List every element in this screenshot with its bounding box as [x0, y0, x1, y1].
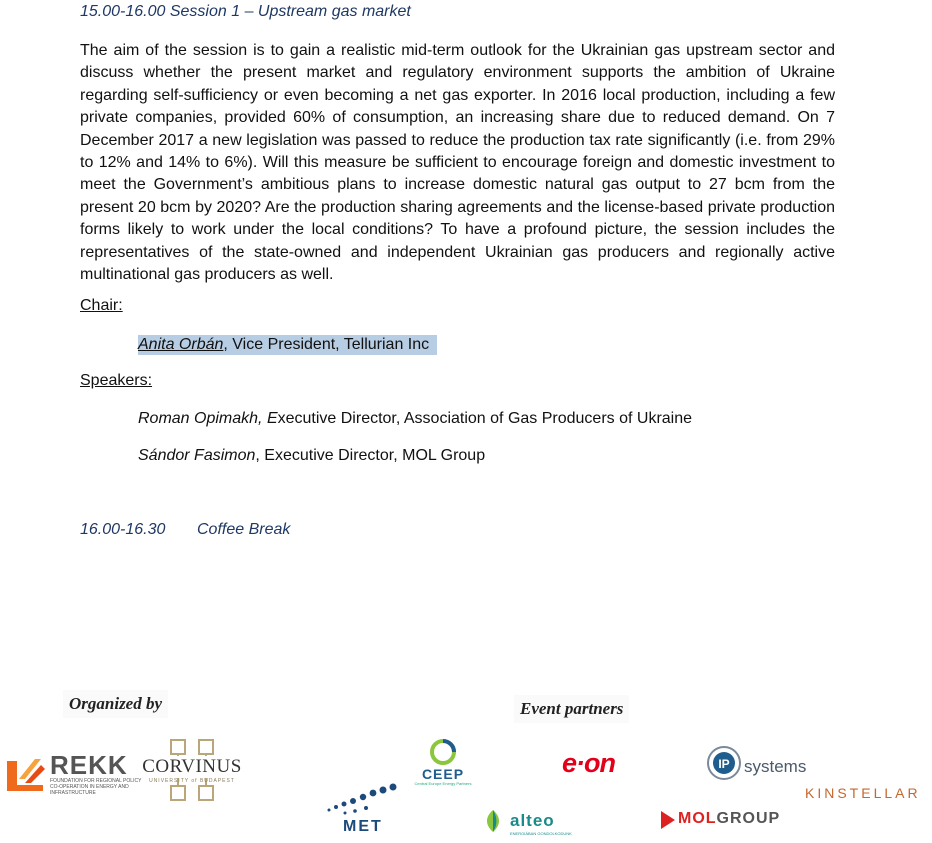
chair-role: , Vice President, Tellurian Inc [223, 336, 430, 353]
speaker-name: Roman Opimakh, E [138, 410, 278, 427]
rekk-logo [50, 752, 145, 796]
met-dots-icon [325, 783, 405, 818]
alteo-logo [480, 808, 572, 839]
speaker-entry [138, 410, 692, 428]
met-name: MET [343, 818, 383, 835]
mol-name: MOL [678, 810, 717, 827]
corvinus-name: CORVINUS [140, 756, 244, 778]
ip-systems-name: systems [744, 757, 807, 776]
ceep-logo [414, 737, 472, 786]
alteo-subtitle: ENERGIÁBAN GONDOLKODUNK [510, 831, 572, 836]
mol-group-wordmark [678, 810, 780, 828]
speaker-role: xecutive Director, Association of Gas Producers of Ukraine [277, 410, 693, 427]
ip-badge: IP [718, 757, 730, 771]
ip-globe-icon [706, 745, 742, 781]
met-logo [325, 783, 405, 835]
session-title: 15.00-16.00 Session 1 – Upstream gas market [80, 3, 411, 20]
mol-group-logo [660, 810, 781, 835]
rekk-logo-icon [5, 755, 45, 793]
ceep-name: CEEP [421, 766, 465, 782]
session-description: The aim of the session is to gain a realistic mid-term outlook for the Ukrainian gas upstream sector and discuss whether the present market and regulatory environment supports the ambition of Ukraine regarding self-sufficiency or even becoming a net gas exporter. In 2016 local production, including a few private companies, provided 60% of consumption, an increasing share due to reduced demand. On 7 December 2017 a new legislation was passed to reduce the production tax rate significantly (i.e. from 29% to 12% and 14% to 6%). Will this measure be sufficient to encourage foreign and domestic investment to meet the Government’s ambitious plans to increase domestic natural gas output to 27 bcm from the present 20 bcm by 2020? Are the production sharing agreements and the license-based private production forms likely to work under the local conditions? To have a profound picture, the session includes the representatives of the state-owned and independent Ukrainian gas producers and regionally active multinational gas producers as well. [80, 42, 835, 284]
eon-logo: e·on [562, 748, 615, 778]
chair-entry [138, 335, 437, 355]
rekk-name: REKK [50, 750, 128, 780]
ceep-subtitle: Central Europe Energy Partners [414, 781, 472, 786]
break-time: 16.00-16.30 [80, 521, 166, 538]
alteo-leaf-icon [480, 808, 506, 834]
kinstellar-logo: KINSTELLAR [805, 785, 921, 801]
corvinus-subtitle: UNIVERSITY of BUDAPEST [149, 778, 235, 784]
break-label: Coffee Break [197, 521, 291, 538]
corvinus-logo [140, 738, 244, 802]
speaker-name: Sándor Fasimon [138, 447, 256, 464]
organized-by-heading: Organized by [63, 690, 168, 718]
mol-triangle-icon [660, 810, 676, 830]
event-partners-heading: Event partners [514, 695, 629, 723]
group-name: GROUP [716, 810, 781, 827]
speaker-entry [138, 447, 485, 465]
speaker-role: , Executive Director, MOL Group [255, 447, 486, 464]
rekk-subtitle: FOUNDATION FOR REGIONAL POLICY CO-OPERATION IN ENERGY AND INFRASTRUCTURE [50, 778, 142, 796]
chair-name: Anita Orbán [138, 336, 224, 353]
alteo-name: alteo [510, 811, 555, 830]
speakers-label: Speakers: [80, 372, 153, 389]
ceep-ring-icon [428, 737, 458, 767]
chair-label: Chair: [80, 297, 123, 314]
ip-systems-logo [706, 745, 807, 786]
